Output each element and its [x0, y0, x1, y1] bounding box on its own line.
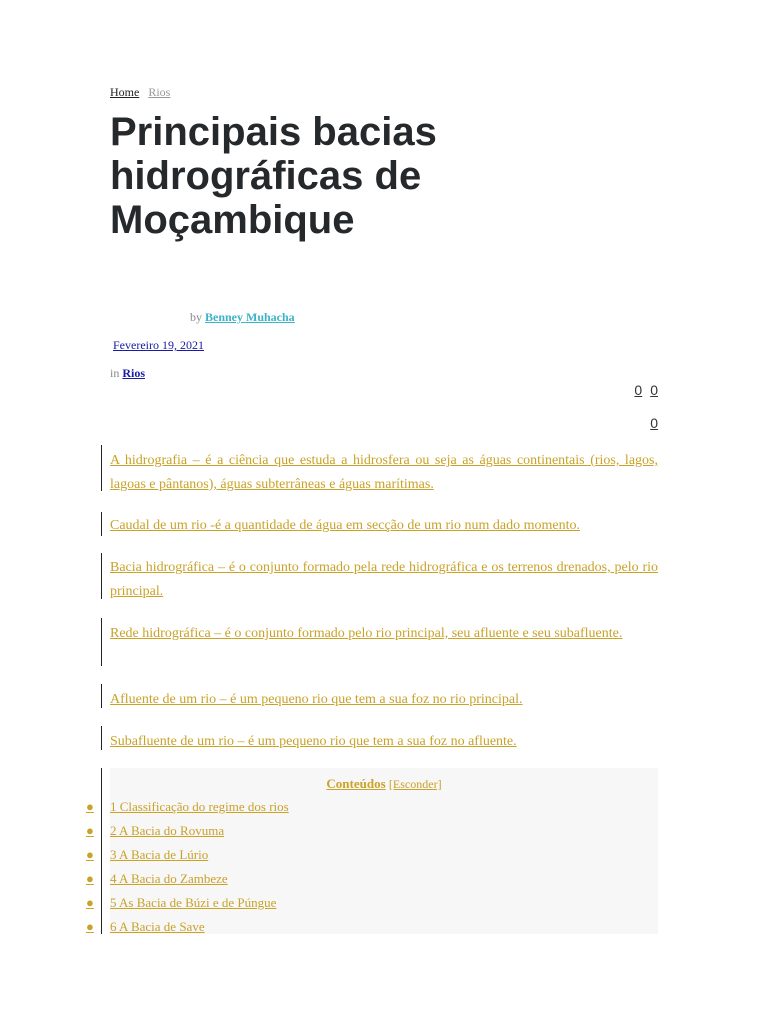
table-of-contents [86, 768, 658, 934]
in-label: in [110, 366, 120, 380]
category-line [110, 366, 145, 381]
quote-bar [101, 684, 102, 708]
toc-item[interactable]: ● 5 As Bacia de Búzi e de Púngue [86, 895, 277, 910]
byline [190, 310, 295, 325]
paragraph-rede[interactable]: Rede hidrográfica – é o conjunto formado pelo rio principal, seu afluente e seu subafluente. [110, 626, 623, 641]
bullet-icon: ● [86, 847, 94, 862]
toc-item[interactable]: ● 3 A Bacia de Lúrio [86, 847, 209, 862]
bullet-icon: ● [86, 895, 94, 910]
share-counts[interactable] [598, 382, 658, 398]
publish-date [113, 338, 204, 353]
paragraph-bacia[interactable]: Bacia hidrográfica – é o conjunto formado pela rede hidrográfica e os terrenos drenados, pelo rio principal. [110, 560, 658, 599]
toc-item[interactable]: ● 6 A Bacia de Save [86, 919, 205, 934]
toc-header [110, 776, 658, 792]
quote-bar [101, 445, 102, 491]
paragraph-caudal[interactable]: Caudal de um rio -é a quantidade de água em secção de um rio num dado momento. [110, 518, 581, 533]
category-link[interactable]: Rios [122, 366, 146, 380]
quote-bar [101, 618, 102, 666]
author-link[interactable]: Benney Muhacha [205, 310, 295, 324]
by-label: by [190, 310, 202, 324]
toc-item[interactable]: ● 1 Classificação do regime dos rios [86, 799, 289, 814]
quote-bar [101, 726, 102, 750]
toc-item[interactable]: ● 4 A Bacia do Zambeze [86, 871, 228, 886]
toc-list [86, 798, 289, 942]
bullet-icon: ● [86, 823, 94, 838]
bullet-icon: ● [86, 919, 94, 934]
quote-bar [101, 553, 102, 599]
toc-item[interactable]: ● 2 A Bacia do Rovuma [86, 823, 225, 838]
breadcrumb [110, 85, 176, 100]
bullet-icon: ● [86, 871, 94, 886]
comment-count[interactable] [598, 415, 658, 431]
toc-title: Conteúdos [326, 776, 386, 791]
paragraph-hidrografia[interactable]: A hidrografia – é a ciência que estuda a hidrosfera ou seja as águas continentais (rios, lagos, lagoas e pântanos), águas subterrâneas e águas marítimas. [110, 453, 658, 492]
breadcrumb-rios-link[interactable]: Rios [148, 85, 171, 99]
paragraph-afluente[interactable]: Afluente de um rio – é um pequeno rio que tem a sua foz no rio principal. [110, 692, 523, 707]
toc-toggle-button[interactable]: [Esconder] [388, 777, 442, 791]
count-a: 0 [634, 382, 643, 398]
quote-bar [101, 512, 102, 536]
count-c: 0 [650, 415, 658, 431]
breadcrumb-home-link[interactable]: Home [110, 85, 140, 99]
bullet-icon: ● [86, 799, 94, 814]
date-link[interactable]: Fevereiro 19, 2021 [113, 338, 204, 352]
page-title: Principais bacias hidrográficas de Moçambique [110, 110, 437, 242]
count-b: 0 [650, 382, 658, 398]
paragraph-subafluente[interactable]: Subafluente de um rio – é um pequeno rio que tem a sua foz no afluente. [110, 734, 517, 749]
